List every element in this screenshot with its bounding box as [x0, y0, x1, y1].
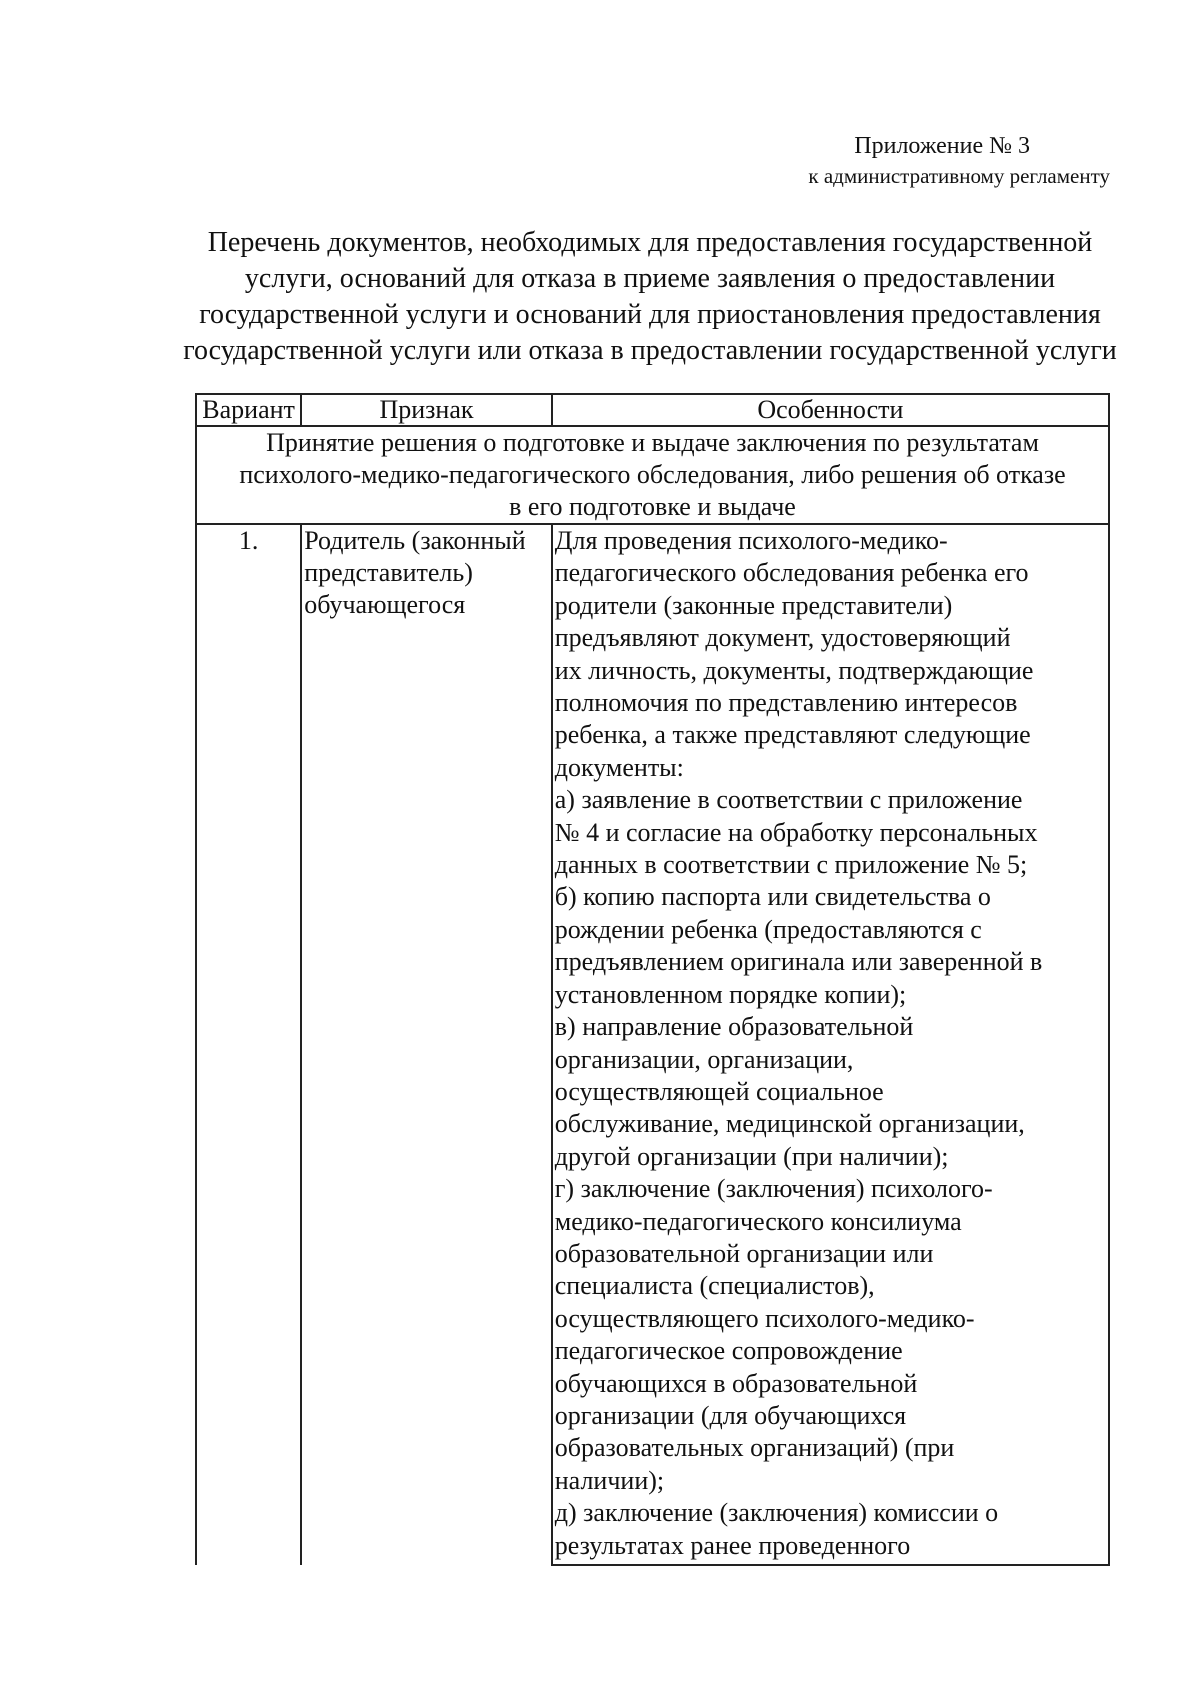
feature-line: г) заключение (заключения) психолого- [554, 1174, 993, 1204]
row-number: 1. [196, 524, 301, 1565]
feature-line: обучающихся в образовательной [554, 1368, 918, 1398]
feature-line: Для проведения психолого-медико- [554, 526, 948, 555]
feature-line: результатах ранее проведенного [554, 1530, 911, 1560]
sign-line: представитель) [304, 558, 473, 587]
title-line: государственной услуги или отказа в предоставлении государственной услуги [183, 335, 1117, 366]
row-sign [301, 524, 552, 1565]
feature-line: № 4 и согласие на обработку персональных [554, 817, 1038, 847]
document-title [150, 225, 1150, 369]
row-features [552, 524, 1109, 1565]
feature-line: данных в соответствии с приложение № 5; [554, 850, 1028, 880]
table-row [196, 524, 1109, 1565]
section-row [196, 426, 1109, 524]
feature-line: медико-педагогического консилиума [554, 1206, 962, 1236]
appendix-number: Приложение № 3 [854, 133, 1030, 159]
feature-line: рождении ребенка (предоставляются с [554, 914, 982, 944]
feature-line: д) заключение (заключения) комиссии о [554, 1498, 999, 1528]
feature-line: б) копию паспорта или свидетельства о [554, 882, 991, 912]
title-line: услуги, оснований для отказа в приеме заявления о предоставлении [244, 263, 1056, 294]
feature-line: осуществляющего психолого-медико- [554, 1303, 975, 1333]
feature-line: установленном порядке копии); [554, 979, 907, 1009]
title-line: Перечень документов, необходимых для предоставления государственной [207, 227, 1093, 258]
section-line: Принятие решения о подготовке и выдаче заключения по результатам [266, 428, 1039, 457]
sign-line: Родитель (законный [304, 526, 526, 555]
feature-line: образовательных организаций) (при [554, 1433, 955, 1463]
feature-line: их личность, документы, подтверждающие [554, 655, 1034, 685]
feature-line: предъявляют документ, удостоверяющий [554, 623, 1011, 653]
section-line: психолого-медико-педагогического обследования, либо решения об отказе [239, 460, 1066, 489]
feature-line: осуществляющей социальное [554, 1076, 884, 1106]
section-line: в его подготовке и выдаче [509, 492, 796, 521]
sign-line: обучающегося [304, 590, 466, 619]
feature-line: а) заявление в соответствии с приложение [554, 785, 1023, 815]
documents-table [195, 393, 1110, 1566]
title-line: государственной услуги и оснований для приостановления предоставления [199, 299, 1101, 330]
feature-line: документы: [554, 752, 684, 782]
appendix-reference: к административному регламенту [808, 164, 1110, 188]
appendix-header [808, 130, 1110, 190]
feature-line: педагогическое сопровождение [554, 1336, 903, 1366]
feature-line: наличии); [554, 1465, 665, 1495]
feature-line: предъявлением оригинала или заверенной в [554, 947, 1043, 977]
feature-line: в) направление образовательной [554, 1012, 914, 1042]
feature-line: образовательной организации или [554, 1238, 934, 1268]
section-title [196, 426, 1109, 524]
table-header-row [196, 394, 1109, 426]
header-variant: Вариант [196, 394, 301, 426]
header-sign: Признак [301, 394, 552, 426]
feature-line: другой организации (при наличии); [554, 1141, 949, 1171]
feature-line: педагогического обследования ребенка его [554, 558, 1029, 588]
feature-line: специалиста (специалистов), [554, 1271, 875, 1301]
feature-line: организации (для обучающихся [554, 1400, 907, 1430]
feature-line: полномочия по представлению интересов [554, 688, 1018, 718]
feature-line: организации, организации, [554, 1044, 854, 1074]
feature-line: ребенка, а также представляют следующие [554, 720, 1031, 750]
feature-line: обслуживание, медицинской организации, [554, 1109, 1025, 1139]
header-features: Особенности [552, 394, 1109, 426]
feature-line: родители (законные представители) [554, 590, 953, 620]
